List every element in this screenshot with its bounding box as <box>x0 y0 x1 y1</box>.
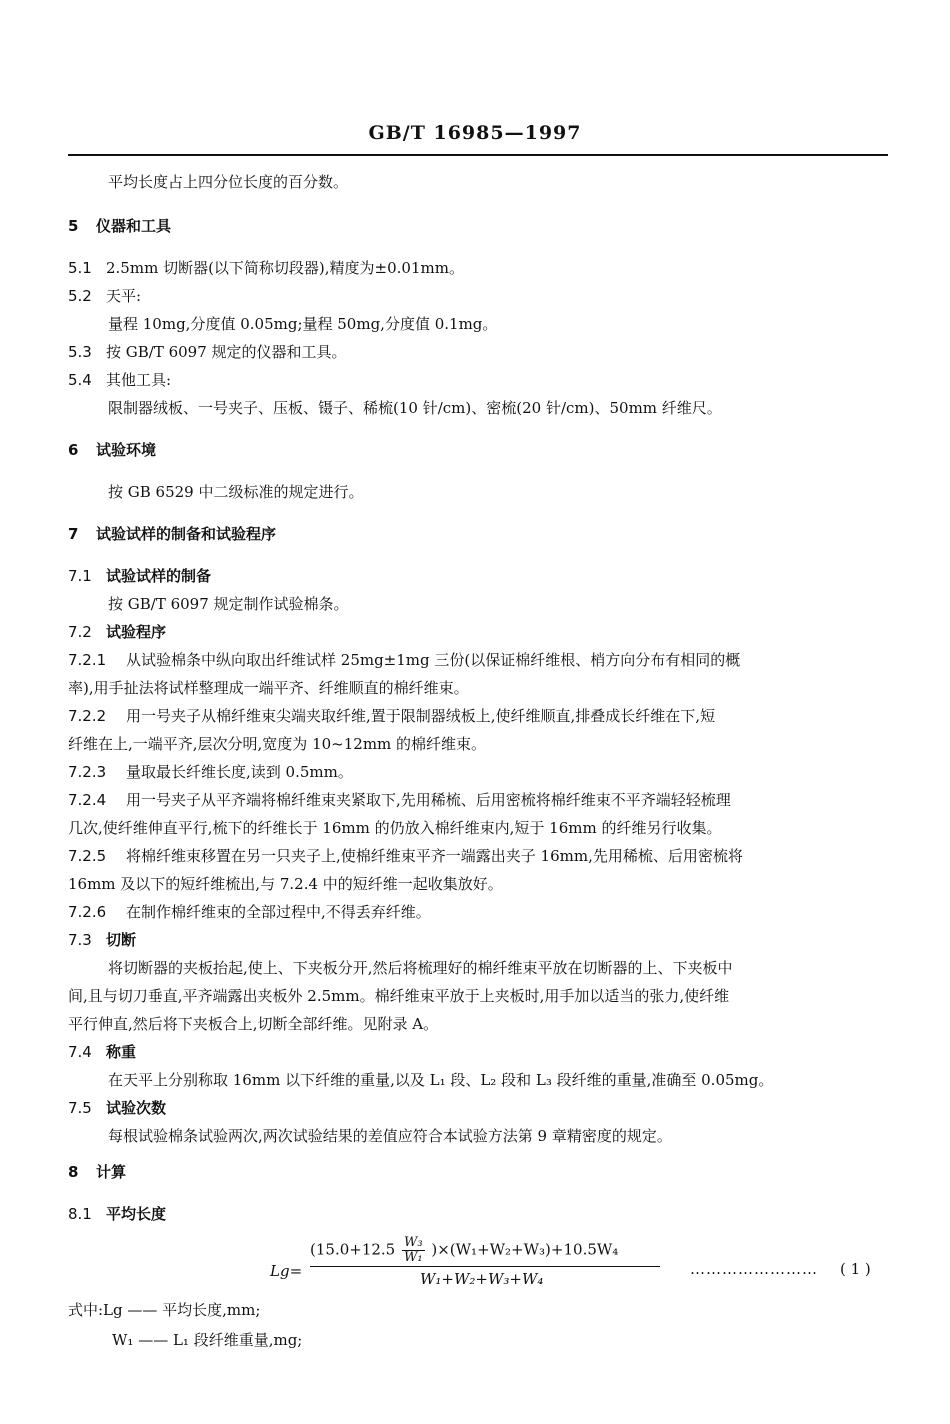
line-text: 平均长度 <box>106 1205 167 1223</box>
line-text: 试验程序 <box>106 623 167 641</box>
clause-number: 5.2 <box>68 287 92 305</box>
line-text: W₁ —— L₁ 段纤维重量,mg; <box>112 1331 303 1349</box>
text-line <box>68 930 136 950</box>
line-text: 切断 <box>106 931 137 949</box>
text-line <box>68 342 347 362</box>
line-text: 式中:Lg —— 平均长度,mm; <box>68 1301 261 1319</box>
text-line <box>68 524 276 544</box>
text-line <box>68 622 166 642</box>
line-text: 试验次数 <box>106 1099 167 1117</box>
formula-1 <box>270 1228 890 1298</box>
clause-number: 7.2.6 <box>68 903 107 921</box>
text-line <box>68 370 171 390</box>
line-text: 按 GB/T 6097 规定的仪器和工具。 <box>106 343 347 361</box>
formula-fraction <box>402 1236 425 1265</box>
formula-numerator <box>310 1236 618 1265</box>
formula-numerator-pre: (15.0+12.5 <box>310 1240 396 1259</box>
formula-numerator-post: )×(W₁+W₂+W₃)+10.5W₄ <box>431 1240 619 1259</box>
line-text: 几次,使纤维伸直平行,梳下的纤维长于 16mm 的仍放入棉纤维束内,短于 16mm 的纤维另行收集。 <box>68 819 722 837</box>
line-text: 平行伸直,然后将下夹板合上,切断全部纤维。见附录 A。 <box>68 1015 439 1033</box>
line-text: 称重 <box>106 1043 137 1061</box>
clause-number: 8.1 <box>68 1205 92 1223</box>
text-line <box>68 818 721 838</box>
text-line <box>68 1204 166 1224</box>
section-heading: 试验试样的制备和试验程序 <box>96 525 277 543</box>
text-line <box>108 482 364 502</box>
text-line <box>68 986 729 1006</box>
text-line <box>108 398 722 418</box>
text-line <box>68 566 211 586</box>
section-number: 7 <box>68 525 79 543</box>
clause-number: 5.3 <box>68 343 92 361</box>
line-text: 将棉纤维束移置在另一只夹子上,使棉纤维束平齐一端露出夹子 16mm,先用稀梳、后用密梳将 <box>126 847 743 865</box>
text-line <box>108 594 349 614</box>
text-line <box>68 874 503 894</box>
line-text: 天平: <box>106 287 142 305</box>
header-rule <box>68 154 888 156</box>
text-line <box>68 650 740 670</box>
line-text: 按 GB 6529 中二级标准的规定进行。 <box>108 483 364 501</box>
line-text: 率),用手扯法将试样整理成一端平齐、纤维顺直的棉纤维束。 <box>68 679 469 697</box>
text-line <box>108 314 497 334</box>
text-line <box>108 1070 773 1090</box>
text-line <box>108 958 733 978</box>
clause-number: 7.5 <box>68 1099 92 1117</box>
section-number: 6 <box>68 441 79 459</box>
line-text: 在天平上分别称取 16mm 以下纤维的重量,以及 L₁ 段、L₂ 段和 L₃ 段纤维的重量,准确至 0.05mg。 <box>108 1071 774 1089</box>
line-text: 每根试验棉条试验两次,两次试验结果的差值应符合本试验方法第 9 章精密度的规定。 <box>108 1127 672 1145</box>
line-text: 试验试样的制备 <box>106 567 212 585</box>
clause-number: 7.4 <box>68 1043 92 1061</box>
text-line <box>68 734 486 754</box>
line-text: 将切断器的夹板抬起,使上、下夹板分开,然后将梳理好的棉纤维束平放在切断器的上、下夹板中 <box>108 959 733 977</box>
line-text: 间,且与切刀垂直,平齐端露出夹板外 2.5mm。棉纤维束平放于上夹板时,用手加以适当的张力,使纤维 <box>68 987 730 1005</box>
text-line <box>112 1330 302 1350</box>
text-line <box>68 216 171 236</box>
clause-number: 7.2.2 <box>68 707 107 725</box>
text-line <box>68 846 743 866</box>
line-text: 量程 10mg,分度值 0.05mg;量程 50mg,分度值 0.1mg。 <box>108 315 498 333</box>
clause-number: 7.3 <box>68 931 92 949</box>
text-line <box>108 172 348 192</box>
text-line <box>68 258 464 278</box>
line-text: 量取最长纤维长度,读到 0.5mm。 <box>126 763 353 781</box>
section-number: 5 <box>68 217 79 235</box>
text-line <box>68 706 715 726</box>
section-heading: 试验环境 <box>96 441 157 459</box>
fraction-bottom: W₁ <box>404 1250 423 1265</box>
clause-number: 7.2.3 <box>68 763 107 781</box>
section-number: 8 <box>68 1163 79 1181</box>
section-heading: 仪器和工具 <box>96 217 172 235</box>
line-text: 用一号夹子从棉纤维束尖端夹取纤维,置于限制器绒板上,使纤维顺直,排叠成长纤维在下,短 <box>126 707 716 725</box>
clause-number: 7.2 <box>68 623 92 641</box>
line-text: 纤维在上,一端平齐,层次分明,宽度为 10~12mm 的棉纤维束。 <box>68 735 487 753</box>
text-line <box>68 1042 136 1062</box>
text-line <box>68 1098 166 1118</box>
text-line <box>68 440 156 460</box>
text-line <box>68 902 431 922</box>
formula-lhs: Lg= <box>270 1262 303 1280</box>
text-line <box>68 790 731 810</box>
line-text: 按 GB/T 6097 规定制作试验棉条。 <box>108 595 349 613</box>
text-line <box>68 1014 438 1034</box>
section-heading: 计算 <box>96 1163 127 1181</box>
line-text: 其他工具: <box>106 371 172 389</box>
text-line <box>68 1162 126 1182</box>
clause-number: 7.2.1 <box>68 651 107 669</box>
line-text: 在制作棉纤维束的全部过程中,不得丢弃纤维。 <box>126 903 431 921</box>
line-text: 平均长度占上四分位长度的百分数。 <box>108 173 349 191</box>
text-line <box>68 678 469 698</box>
line-text: 2.5mm 切断器(以下简称切段器),精度为±0.01mm。 <box>106 259 464 277</box>
text-line <box>68 1300 260 1320</box>
line-text: 从试验棉条中纵向取出纤维试样 25mg±1mg 三份(以保证棉纤维根、梢方向分布有相同的概 <box>126 651 741 669</box>
text-line <box>68 286 141 306</box>
text-line <box>108 1126 672 1146</box>
line-text: 限制器绒板、一号夹子、压板、镊子、稀梳(10 针/cm)、密梳(20 针/cm)、50mm 纤维尺。 <box>108 399 722 417</box>
formula-denominator: W₁+W₂+W₃+W₄ <box>420 1270 544 1288</box>
fraction-bar <box>310 1266 660 1267</box>
clause-number: 7.2.4 <box>68 791 107 809</box>
leader-dots: …………………… <box>690 1260 818 1278</box>
fraction-top: W₃ <box>404 1235 423 1250</box>
clause-number: 5.4 <box>68 371 92 389</box>
line-text: 用一号夹子从平齐端将棉纤维束夹紧取下,先用稀梳、后用密梳将棉纤维束不平齐端轻轻梳理 <box>126 791 731 809</box>
text-line <box>68 762 353 782</box>
clause-number: 5.1 <box>68 259 92 277</box>
line-text: 16mm 及以下的短纤维梳出,与 7.2.4 中的短纤维一起收集放好。 <box>68 875 503 893</box>
standard-code-header: GB/T 16985—1997 <box>368 122 582 144</box>
clause-number: 7.1 <box>68 567 92 585</box>
equation-number: ( 1 ) <box>840 1260 871 1278</box>
clause-number: 7.2.5 <box>68 847 107 865</box>
